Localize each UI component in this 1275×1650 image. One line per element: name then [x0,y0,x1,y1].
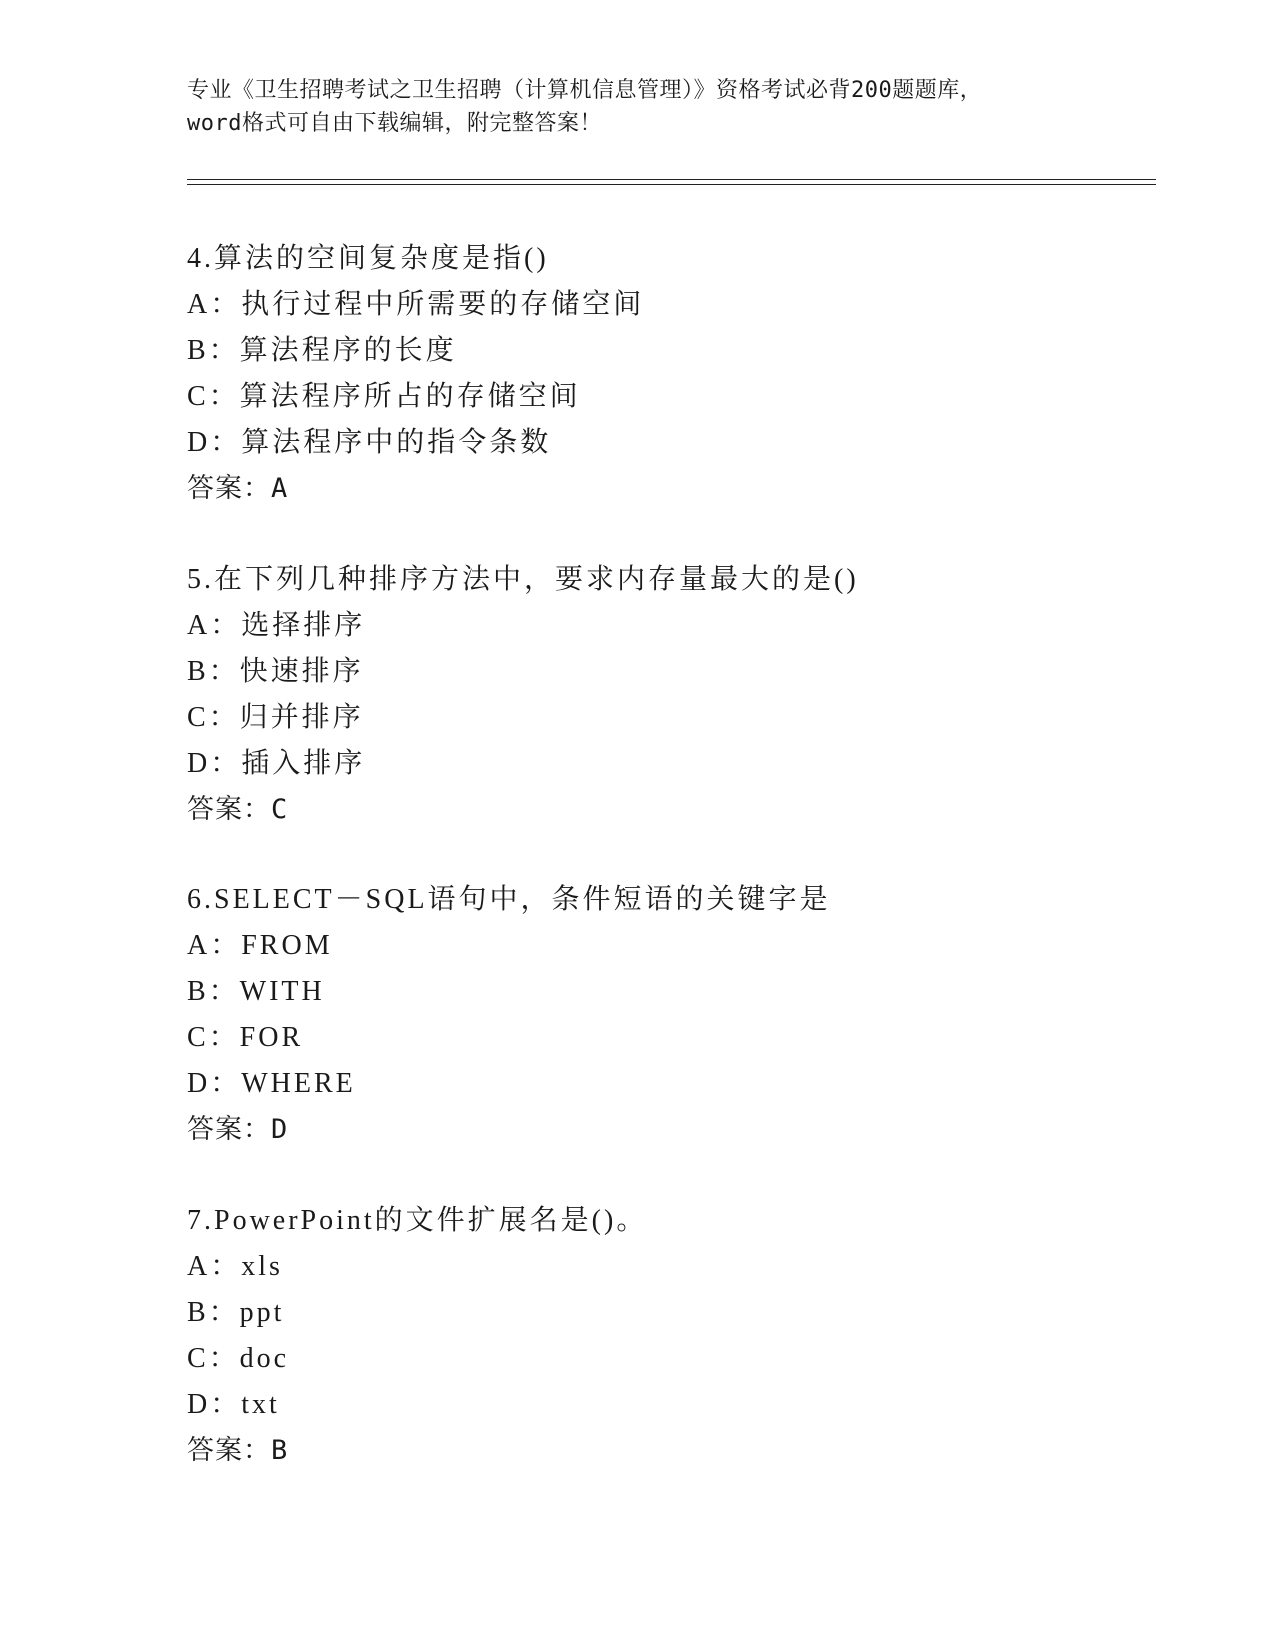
option-c: C：doc [187,1343,290,1374]
answer-line: 答案：D [187,1114,289,1145]
option-b: B：ppt [187,1297,285,1328]
question-block [187,557,1137,833]
option-b: B：快速排序 [187,656,364,687]
option-d: D：插入排序 [187,748,366,779]
answer-line: 答案：C [187,794,289,825]
option-a: A：xls [187,1251,283,1282]
option-b: B：算法程序的长度 [187,335,457,366]
option-a: A：执行过程中所需要的存储空间 [187,289,645,320]
option-d: D：txt [187,1389,280,1420]
question-stem: 4.算法的空间复杂度是指() [187,243,549,274]
document-header [187,74,1087,140]
option-b: B：WITH [187,976,325,1007]
header-line-1: 专业《卫生招聘考试之卫生招聘（计算机信息管理）》资格考试必背200题题库， [187,78,983,103]
option-c: C：FOR [187,1022,304,1053]
option-d: D：算法程序中的指令条数 [187,427,552,458]
option-c: C：归并排序 [187,702,364,733]
answer-line: 答案：B [187,1435,289,1466]
question-block [187,1198,1137,1474]
answer-line: 答案：A [187,473,289,504]
option-a: A：FROM [187,930,333,961]
option-c: C：算法程序所占的存储空间 [187,381,581,412]
question-block [187,236,1137,512]
option-a: A：选择排序 [187,610,366,641]
header-divider-bottom [187,184,1156,185]
header-divider-top [187,179,1156,180]
question-stem: 7.PowerPoint的文件扩展名是()。 [187,1205,648,1236]
question-stem: 6.SELECT－SQL语句中，条件短语的关键字是 [187,884,831,915]
question-block [187,877,1137,1153]
question-stem: 5.在下列几种排序方法中，要求内存量最大的是() [187,564,859,595]
option-d: D：WHERE [187,1068,356,1099]
header-line-2: word格式可自由下载编辑，附完整答案！ [187,111,602,136]
